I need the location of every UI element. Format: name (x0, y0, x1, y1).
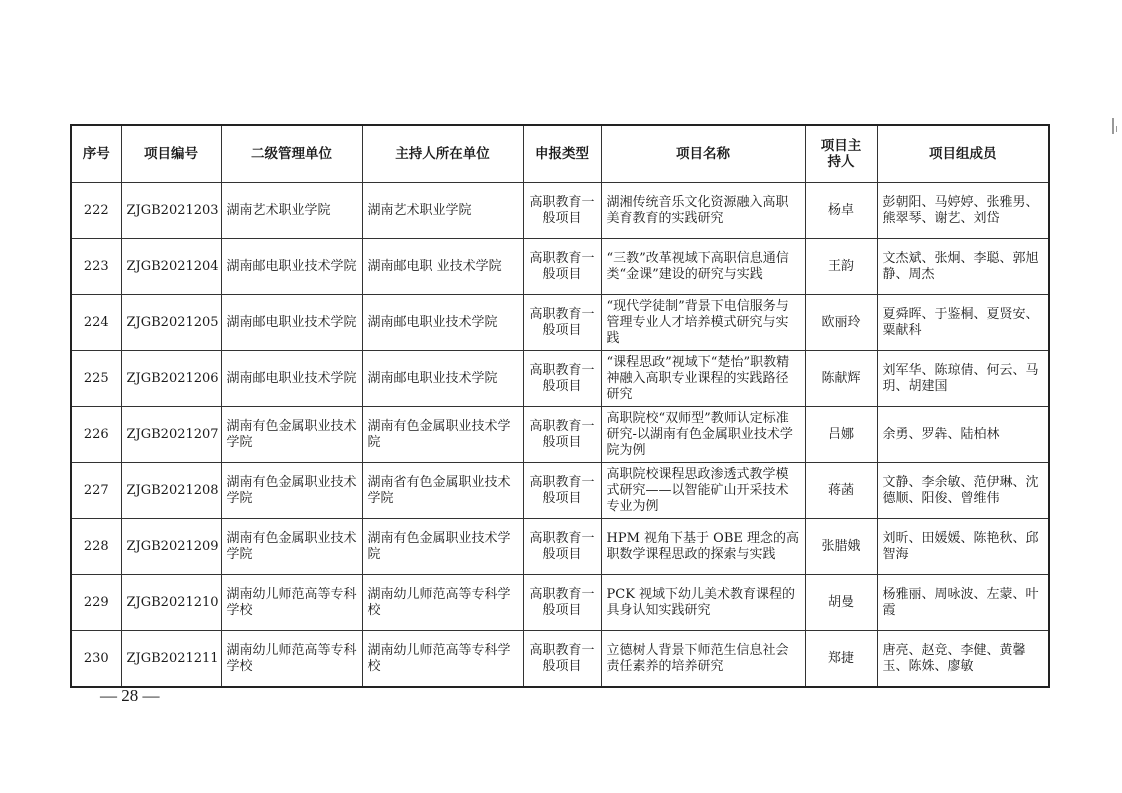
cell-host: 蒋菡 (805, 463, 877, 519)
table-header-row (71, 125, 1049, 183)
cell-name: 高职院校“双师型”教师认定标准研究-以湖南有色金属职业技术学院为例 (601, 407, 805, 463)
table-row (71, 575, 1049, 631)
cell-members: 夏舜晖、于鉴桐、夏贤安、粟献科 (877, 295, 1049, 351)
cell-type: 高职教育一般项目 (523, 463, 601, 519)
cell-unit: 湖南有色金属职业技术学院 (221, 463, 362, 519)
cell-host: 张腊娥 (805, 519, 877, 575)
cell-type: 高职教育一般项目 (523, 351, 601, 407)
cell-members: 文杰斌、张炯、李聪、郭旭静、周杰 (877, 239, 1049, 295)
cell-unit: 湖南艺术职业学院 (221, 183, 362, 239)
cell-host-unit: 湖南幼儿师范高等专科学校 (362, 631, 523, 688)
cell-name: “现代学徒制”背景下电信服务与管理专业人才培养模式研究与实践 (601, 295, 805, 351)
header-host: 项目主持人 (805, 125, 877, 183)
cell-no: 222 (71, 183, 121, 239)
cell-unit: 湖南有色金属职业技术学院 (221, 519, 362, 575)
header-members: 项目组成员 (877, 125, 1049, 183)
table-row (71, 631, 1049, 688)
cell-unit: 湖南有色金属职业技术学院 (221, 407, 362, 463)
cell-unit: 湖南邮电职业技术学院 (221, 239, 362, 295)
cell-type: 高职教育一般项目 (523, 183, 601, 239)
cell-host: 欧丽玲 (805, 295, 877, 351)
cell-code: ZJGB2021204 (121, 239, 221, 295)
header-no: 序号 (71, 125, 121, 183)
cell-host: 王韵 (805, 239, 877, 295)
cell-unit: 湖南邮电职业技术学院 (221, 295, 362, 351)
cell-members: 杨雅丽、周咏波、左蒙、叶霞 (877, 575, 1049, 631)
table-row (71, 295, 1049, 351)
cell-code: ZJGB2021208 (121, 463, 221, 519)
header-name: 项目名称 (601, 125, 805, 183)
cell-no: 230 (71, 631, 121, 688)
cell-code: ZJGB2021203 (121, 183, 221, 239)
cell-members: 余勇、罗犇、陆柏林 (877, 407, 1049, 463)
header-code: 项目编号 (121, 125, 221, 183)
cell-members: 刘军华、陈琼倩、何云、马玥、胡建国 (877, 351, 1049, 407)
cell-host-unit: 湖南有色金属职业技术学院 (362, 407, 523, 463)
cell-unit: 湖南幼儿师范高等专科学校 (221, 575, 362, 631)
cell-name: “三教”改革视域下高职信息通信类“金课”建设的研究与实践 (601, 239, 805, 295)
cell-name: HPM 视角下基于 OBE 理念的高职数学课程思政的探索与实践 (601, 519, 805, 575)
cell-name: 湖湘传统音乐文化资源融入高职美育教育的实践研究 (601, 183, 805, 239)
cell-host: 吕娜 (805, 407, 877, 463)
cell-unit: 湖南邮电职业技术学院 (221, 351, 362, 407)
cell-members: 刘昕、田媛媛、陈艳秋、邱智海 (877, 519, 1049, 575)
cell-code: ZJGB2021211 (121, 631, 221, 688)
cell-code: ZJGB2021206 (121, 351, 221, 407)
page-number: — 28 — (100, 686, 160, 705)
cell-no: 227 (71, 463, 121, 519)
cell-code: ZJGB2021205 (121, 295, 221, 351)
cell-no: 223 (71, 239, 121, 295)
cell-host: 杨卓 (805, 183, 877, 239)
cell-name: PCK 视域下幼儿美术教育课程的具身认知实践研究 (601, 575, 805, 631)
cell-name: “课程思政”视域下“楚怡”职教精神融入高职专业课程的实践路径研究 (601, 351, 805, 407)
cell-unit: 湖南幼儿师范高等专科学校 (221, 631, 362, 688)
cell-type: 高职教育一般项目 (523, 407, 601, 463)
table-row (71, 519, 1049, 575)
table-body (71, 183, 1049, 688)
cell-host-unit: 湖南省有色金属职业技术学院 (362, 463, 523, 519)
cell-host: 胡曼 (805, 575, 877, 631)
header-unit: 二级管理单位 (221, 125, 362, 183)
cell-name: 立德树人背景下师范生信息社会责任素养的培养研究 (601, 631, 805, 688)
cell-name: 高职院校课程思政渗透式教学模式研究——以智能矿山开采技术专业为例 (601, 463, 805, 519)
table-row (71, 463, 1049, 519)
cell-host-unit: 湖南邮电职 业技术学院 (362, 239, 523, 295)
cell-host-unit: 湖南邮电职业技术学院 (362, 295, 523, 351)
header-host-unit: 主持人所在单位 (362, 125, 523, 183)
cell-code: ZJGB2021209 (121, 519, 221, 575)
cell-type: 高职教育一般项目 (523, 631, 601, 688)
cell-code: ZJGB2021210 (121, 575, 221, 631)
cell-members: 文静、李余敏、范伊琳、沈德顺、阳俊、曾维伟 (877, 463, 1049, 519)
cell-host-unit: 湖南邮电职业技术学院 (362, 351, 523, 407)
right-edge-mark-2 (1116, 126, 1117, 132)
cell-host-unit: 湖南幼儿师范高等专科学校 (362, 575, 523, 631)
cell-type: 高职教育一般项目 (523, 295, 601, 351)
cell-members: 唐亮、赵竞、李健、黄馨玉、陈姝、廖敏 (877, 631, 1049, 688)
cell-no: 228 (71, 519, 121, 575)
cell-host: 郑捷 (805, 631, 877, 688)
cell-type: 高职教育一般项目 (523, 519, 601, 575)
cell-host: 陈献辉 (805, 351, 877, 407)
table-row (71, 351, 1049, 407)
right-edge-mark (1112, 118, 1114, 134)
cell-type: 高职教育一般项目 (523, 239, 601, 295)
cell-host-unit: 湖南有色金属职业技术学院 (362, 519, 523, 575)
table-row (71, 407, 1049, 463)
cell-no: 229 (71, 575, 121, 631)
cell-host-unit: 湖南艺术职业学院 (362, 183, 523, 239)
cell-no: 226 (71, 407, 121, 463)
cell-members: 彭朝阳、马婷婷、张雅男、熊翠琴、谢艺、刘岱 (877, 183, 1049, 239)
cell-no: 224 (71, 295, 121, 351)
project-table (70, 124, 1050, 688)
header-type: 申报类型 (523, 125, 601, 183)
table-row (71, 183, 1049, 239)
cell-no: 225 (71, 351, 121, 407)
cell-type: 高职教育一般项目 (523, 575, 601, 631)
table-row (71, 239, 1049, 295)
cell-code: ZJGB2021207 (121, 407, 221, 463)
